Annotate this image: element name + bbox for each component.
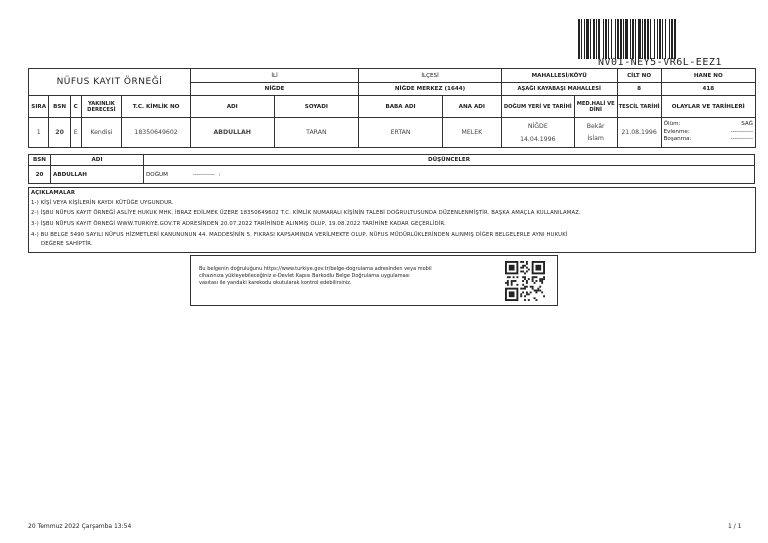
- aciklama-line: DEĞERE SAHİPTİR.: [41, 241, 93, 247]
- aciklama-line: 3-) İŞBU NÜFUS KAYIT ÖRNEĞİ WWW.TURKIYE.GOV.TR ADRESİNDEN 20.07.2022 TARİHİNDE ALINMIŞ OLUP, 19.08.2022 TARİHİNE KADAR GEÇERLİDİR.: [31, 221, 446, 227]
- col-baba: BABA ADI: [359, 96, 443, 118]
- notes-adi-label: ADI: [51, 155, 144, 166]
- ilce-value: NİĞDE MERKEZ (1644): [359, 83, 502, 96]
- col-olaylar: OLAYLAR VE TARİHLERİ: [661, 96, 755, 118]
- mahalle-value: AŞAĞI KAYABAŞI MAHALLESİ: [501, 83, 617, 96]
- olay-evlenme-value: -----------: [730, 128, 753, 135]
- col-tc: T.C. KİMLİK NO: [122, 96, 191, 118]
- cell-c: E: [70, 118, 81, 148]
- medeni-hali: Bekâr: [586, 123, 605, 130]
- dogum-tarihi: 14.04.1996: [520, 135, 556, 143]
- olay-bosanma-value: -----------: [730, 136, 753, 143]
- document-title: NÜFUS KAYIT ÖRNEĞİ: [29, 69, 191, 96]
- verification-text: [199, 266, 499, 287]
- aciklamalar-box: [28, 187, 756, 253]
- cilt-label: CİLT NO: [617, 69, 661, 83]
- dogum-yeri: NİĞDE: [527, 122, 548, 130]
- cell-sira: 1: [29, 118, 49, 148]
- aciklamalar-title: AÇIKLAMALAR: [31, 190, 76, 196]
- verification-line: cihazınıza yükleyebileceğiniz e-Devlet Kapısı Barkodlu Belge Doğrulama uygulaması: [199, 273, 410, 279]
- barcode: [578, 19, 726, 59]
- table-row: [29, 118, 756, 148]
- footer-page-number: 1 / 1: [728, 523, 742, 530]
- cell-ana: MELEK: [442, 118, 501, 148]
- olay-olum-value: SAĞ: [741, 121, 753, 128]
- aciklama-line: 2-) İŞBU NÜFUS KAYIT ÖRNEĞİ ASLİYE HUKUK MHK. İBRAZ EDİLMEK ÜZERE 18350649602 T.C. KİMLİK NUMARALI KİŞİNİN TALEBİ DOĞRULTUSUNDA DÜZENLENMİŞTİR. BAŞKA AMAÇLA KULLANILAMAZ.: [31, 210, 581, 216]
- verification-line: vasıtası ile yandaki karekodu okutularak kontrol edebilirsiniz.: [199, 280, 352, 286]
- verification-box: [190, 255, 558, 306]
- col-adi: ADI: [190, 96, 274, 118]
- din: İslam: [587, 135, 604, 142]
- olay-bosanma-label: Boşanma:: [663, 136, 692, 143]
- aciklama-line: 4-) BU BELGE 5490 SAYILI NÜFUS HİZMETLERİ KANUNUNUN 44. MADDESİNİN 5. FIKRASI KAPSAMINDA VERİLMEKTE OLUP, NÜFUS MÜDÜRLÜKLERİNDEN ALINMIŞ DİĞER BELGELERLE AYNI HUKUKİ: [31, 232, 568, 238]
- aciklama-line: 1-) KİŞİ VEYA KİŞİLERİN KAYDI KÜTÜĞE UYGUNDUR.: [31, 200, 174, 206]
- cell-medeni: [574, 118, 617, 148]
- hane-label: HANE NO: [661, 69, 755, 83]
- cell-adi: ABDULLAH: [190, 118, 274, 148]
- cell-dogum: [501, 118, 574, 148]
- col-c: C: [70, 96, 81, 118]
- cell-tescil: 21.08.1996: [617, 118, 661, 148]
- col-dogum: DOĞUM YERİ VE TARİHİ: [501, 96, 574, 118]
- ili-value: NİĞDE: [190, 83, 358, 96]
- verification-line: Bu belgenin doğruluğunu https://www.turkiye.gov.tr/belge-dogrulama adresinden veya mobil: [199, 266, 432, 272]
- footer-date: 20 Temmuz 2022 Çarşamba 13:54: [28, 523, 132, 530]
- nufus-kayit-table: [28, 68, 756, 148]
- cell-yakinlik: Kendisi: [81, 118, 122, 148]
- cell-bsn: 20: [49, 118, 70, 148]
- ili-label: İLİ: [190, 69, 358, 83]
- cell-olaylar: [661, 118, 755, 148]
- col-tescil: TESCİL TARİHİ: [617, 96, 661, 118]
- col-bsn: BSN: [49, 96, 70, 118]
- notes-bsn-label: BSN: [29, 155, 51, 166]
- notes-text: DOĞUM ----------- :: [144, 166, 755, 184]
- mahalle-label: MAHALLESİ/KÖYÜ: [501, 69, 617, 83]
- cell-tc: 18350649602: [122, 118, 191, 148]
- notes-dusunceler-label: DÜŞÜNCELER: [144, 155, 755, 166]
- col-yakinlik: YAKINLIK DERECESİ: [81, 96, 122, 118]
- col-sira: SIRA: [29, 96, 49, 118]
- col-soyadi: SOYADI: [274, 96, 359, 118]
- cilt-value: 8: [617, 83, 661, 96]
- notes-bsn: 20: [29, 166, 51, 184]
- olay-olum-label: Ölüm:: [663, 121, 681, 128]
- hane-value: 418: [661, 83, 755, 96]
- col-ana: ANA ADI: [442, 96, 501, 118]
- barcode-text: NV01-NEY5-VR6L-EEZ1: [598, 57, 722, 68]
- qr-code-icon: [505, 261, 545, 301]
- cell-baba: ERTAN: [359, 118, 443, 148]
- olay-evlenme-label: Evlenme:: [663, 128, 690, 135]
- dusunceler-table: [28, 154, 755, 184]
- col-medeni: MED.HALİ VE DİNİ: [574, 96, 617, 118]
- ilce-label: İLÇESİ: [359, 69, 502, 83]
- cell-soyadi: TARAN: [274, 118, 359, 148]
- notes-adi: ABDULLAH: [51, 166, 144, 184]
